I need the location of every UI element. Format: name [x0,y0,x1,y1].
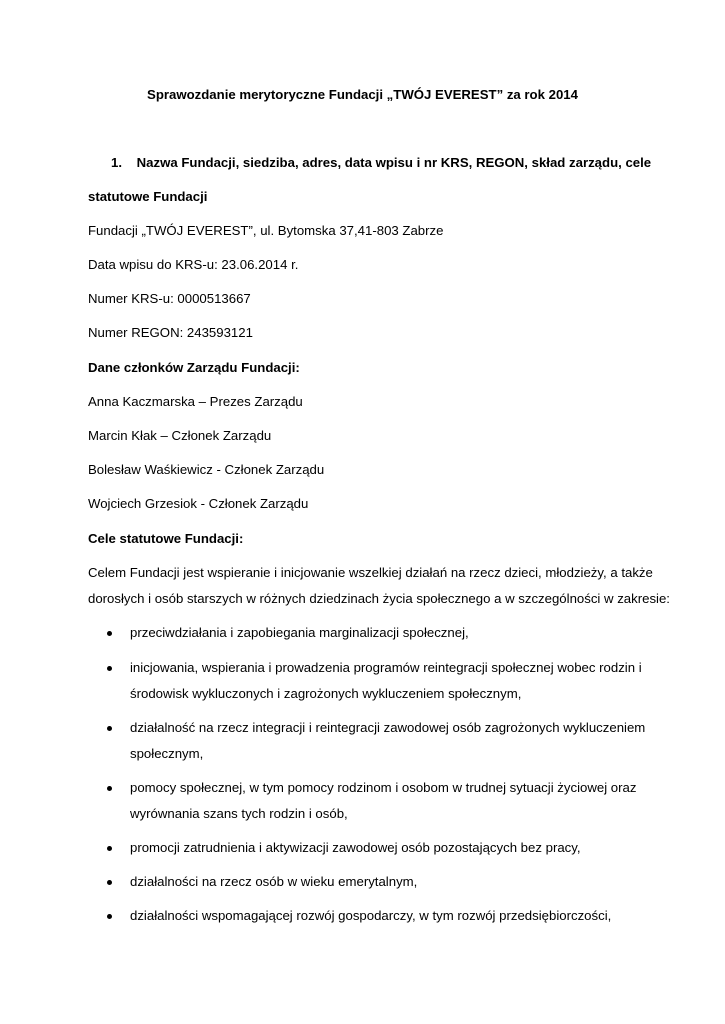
bullet-item-text: działalności na rzecz osób w wieku emerytalnym, [130,874,418,889]
board-member: Marcin Kłak – Członek Zarządu [88,428,272,443]
board-member: Anna Kaczmarska – Prezes Zarządu [88,394,303,409]
bullet-item-text: promocji zatrudnienia i aktywizacji zawodowej osób pozostających bez pracy, [130,840,581,855]
goals-intro-line-1: Celem Fundacji jest wspieranie i inicjowanie wszelkiej działań na rzecz dzieci, młodzieży, a także [88,565,653,580]
bullet-item-text: społecznym, [130,746,204,761]
section-heading-line-1: 1. Nazwa Fundacji, siedziba, adres, data wpisu i nr KRS, REGON, skład zarządu, cele [111,155,652,170]
bullet-icon [107,880,112,885]
bullet-icon [107,846,112,851]
goals-heading: Cele statutowe Fundacji: [88,531,244,546]
board-member: Bolesław Waśkiewicz - Członek Zarządu [88,462,325,477]
bullet-icon [107,666,112,671]
bullet-icon [107,914,112,919]
bullet-icon [107,786,112,791]
bullet-icon [107,631,112,636]
board-heading: Dane członków Zarządu Fundacji: [88,360,300,375]
goals-intro-line-2: dorosłych i osób starszych w różnych dziedzinach życia społecznego a w szczególności w zakresie: [88,591,670,606]
document-title: Sprawozdanie merytoryczne Fundacji „TWÓJ EVEREST” za rok 2014 [147,87,578,102]
bullet-item-text: inicjowania, wspierania i prowadzenia programów reintegracji społecznej wobec rodzin i [130,660,642,675]
krs-date-line: Data wpisu do KRS-u: 23.06.2014 r. [88,257,299,272]
bullet-item-text: przeciwdziałania i zapobiegania marginalizacji społecznej, [130,625,469,640]
board-member: Wojciech Grzesiok - Członek Zarządu [88,496,309,511]
regon-line: Numer REGON: 243593121 [88,325,253,340]
krs-number-line: Numer KRS-u: 0000513667 [88,291,251,306]
bullet-icon [107,726,112,731]
bullet-item-text: środowisk wykluczonych i zagrożonych wykluczeniem społecznym, [130,686,522,701]
bullet-item-text: wyrównania szans tych rodzin i osób, [130,806,348,821]
bullet-item-text: pomocy społecznej, w tym pomocy rodzinom i osobom w trudnej sytuacji życiowej oraz [130,780,637,795]
address-line: Fundacji „TWÓJ EVEREST”, ul. Bytomska 37,41-803 Zabrze [88,223,444,238]
bullet-item-text: działalność na rzecz integracji i reintegracji zawodowej osób zagrożonych wykluczeniem [130,720,646,735]
bullet-item-text: działalności wspomagającej rozwój gospodarczy, w tym rozwój przedsiębiorczości, [130,908,612,923]
section-heading-line-2: statutowe Fundacji [88,189,208,204]
